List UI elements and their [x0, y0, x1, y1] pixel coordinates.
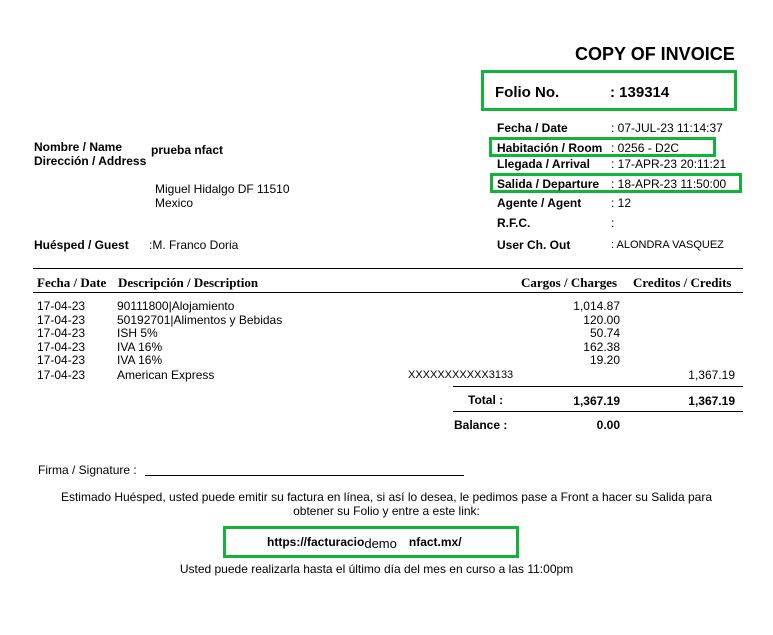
- invoice-link[interactable]: [267, 534, 462, 549]
- row-charge: 50.74: [589, 326, 620, 340]
- signature-label: Firma / Signature :: [38, 463, 137, 477]
- col-header-description: Descripción / Description: [118, 275, 259, 290]
- link-part1: https://facturacio: [267, 535, 365, 549]
- row-description: IVA 16%: [117, 340, 163, 354]
- total-charges: 1,367.19: [573, 394, 620, 408]
- link-part2: demo: [364, 536, 397, 551]
- agent-value: : 12: [611, 196, 632, 210]
- user-checkout-label: User Ch. Out: [497, 238, 571, 252]
- row-description: 50192701|Alimentos y Bebidas: [117, 313, 283, 327]
- row-date: 17-04-23: [37, 340, 86, 354]
- link-part3: nfact.mx/: [408, 535, 462, 549]
- balance-value: 0.00: [596, 418, 620, 432]
- total-label: Total :: [468, 393, 504, 407]
- row-credit: 1,367.19: [688, 368, 735, 382]
- rfc-value: :: [611, 216, 615, 230]
- page-title: COPY OF INVOICE: [575, 44, 735, 64]
- agent-label: Agente / Agent: [497, 196, 582, 210]
- arrival-label: Llegada / Arrival: [497, 157, 590, 171]
- row-date: 17-04-23: [37, 313, 86, 327]
- guest-label: Huésped / Guest: [34, 238, 129, 252]
- room-value: : 0256 - D2C: [611, 141, 680, 155]
- row-charge: 19.20: [589, 353, 620, 367]
- row-charge: 120.00: [583, 313, 620, 327]
- signature-line: [145, 475, 464, 476]
- row-date: 17-04-23: [37, 353, 86, 367]
- user-checkout-value: : ALONDRA VASQUEZ: [611, 239, 724, 251]
- folio-label: Folio No.: [495, 84, 560, 101]
- notice-line2: obtener su Folio y entre a este link:: [293, 504, 480, 518]
- row-description: ISH 5%: [117, 326, 158, 340]
- folio-value: : 139314: [610, 84, 670, 101]
- totals-rule: [453, 386, 743, 387]
- departure-label: Salida / Departure: [497, 177, 600, 191]
- row-date: 17-04-23: [37, 368, 86, 382]
- row-description: American Express: [117, 368, 215, 382]
- col-header-credits: Creditos / Credits: [633, 275, 732, 290]
- name-value: prueba nfact: [151, 143, 224, 157]
- row-date: 17-04-23: [37, 326, 86, 340]
- row-reference: XXXXXXXXXXX3133: [408, 369, 514, 381]
- guest-value: :M. Franco Doria: [149, 238, 239, 252]
- total-credits: 1,367.19: [688, 394, 735, 408]
- row-description: 90111800|Alojamiento: [117, 299, 235, 313]
- address-line2: Mexico: [155, 196, 194, 210]
- rfc-label: R.F.C.: [497, 216, 531, 230]
- room-label: Habitación / Room: [497, 141, 603, 155]
- row-charge: 162.38: [583, 340, 620, 354]
- table-header-rule: [33, 292, 743, 293]
- row-description: IVA 16%: [117, 353, 163, 367]
- notice-line1: Estimado Huésped, usted puede emitir su factura en línea, si así lo desea, le pedimos pase a Front a hacer su Salida para: [60, 490, 713, 504]
- balance-label: Balance :: [454, 418, 508, 432]
- row-date: 17-04-23: [37, 299, 86, 313]
- date-value: : 07-JUL-23 11:14:37: [611, 121, 723, 135]
- col-header-charges: Cargos / Charges: [521, 275, 618, 290]
- footer-note: Usted puede realizarla hasta el último día del mes en curso a las 11:00pm: [179, 562, 574, 576]
- address-label: Dirección / Address: [34, 154, 147, 168]
- date-label: Fecha / Date: [497, 121, 568, 135]
- col-header-date: Fecha / Date: [37, 275, 107, 290]
- table-top-rule: [33, 268, 743, 269]
- balance-rule: [453, 411, 743, 412]
- address-line1: Miguel Hidalgo DF 11510: [155, 182, 290, 196]
- row-charge: 1,014.87: [573, 299, 620, 313]
- arrival-value: : 17-APR-23 20:11:21: [611, 157, 727, 171]
- name-label: Nombre / Name: [34, 140, 123, 154]
- departure-value: : 18-APR-23 11:50:00: [611, 177, 727, 191]
